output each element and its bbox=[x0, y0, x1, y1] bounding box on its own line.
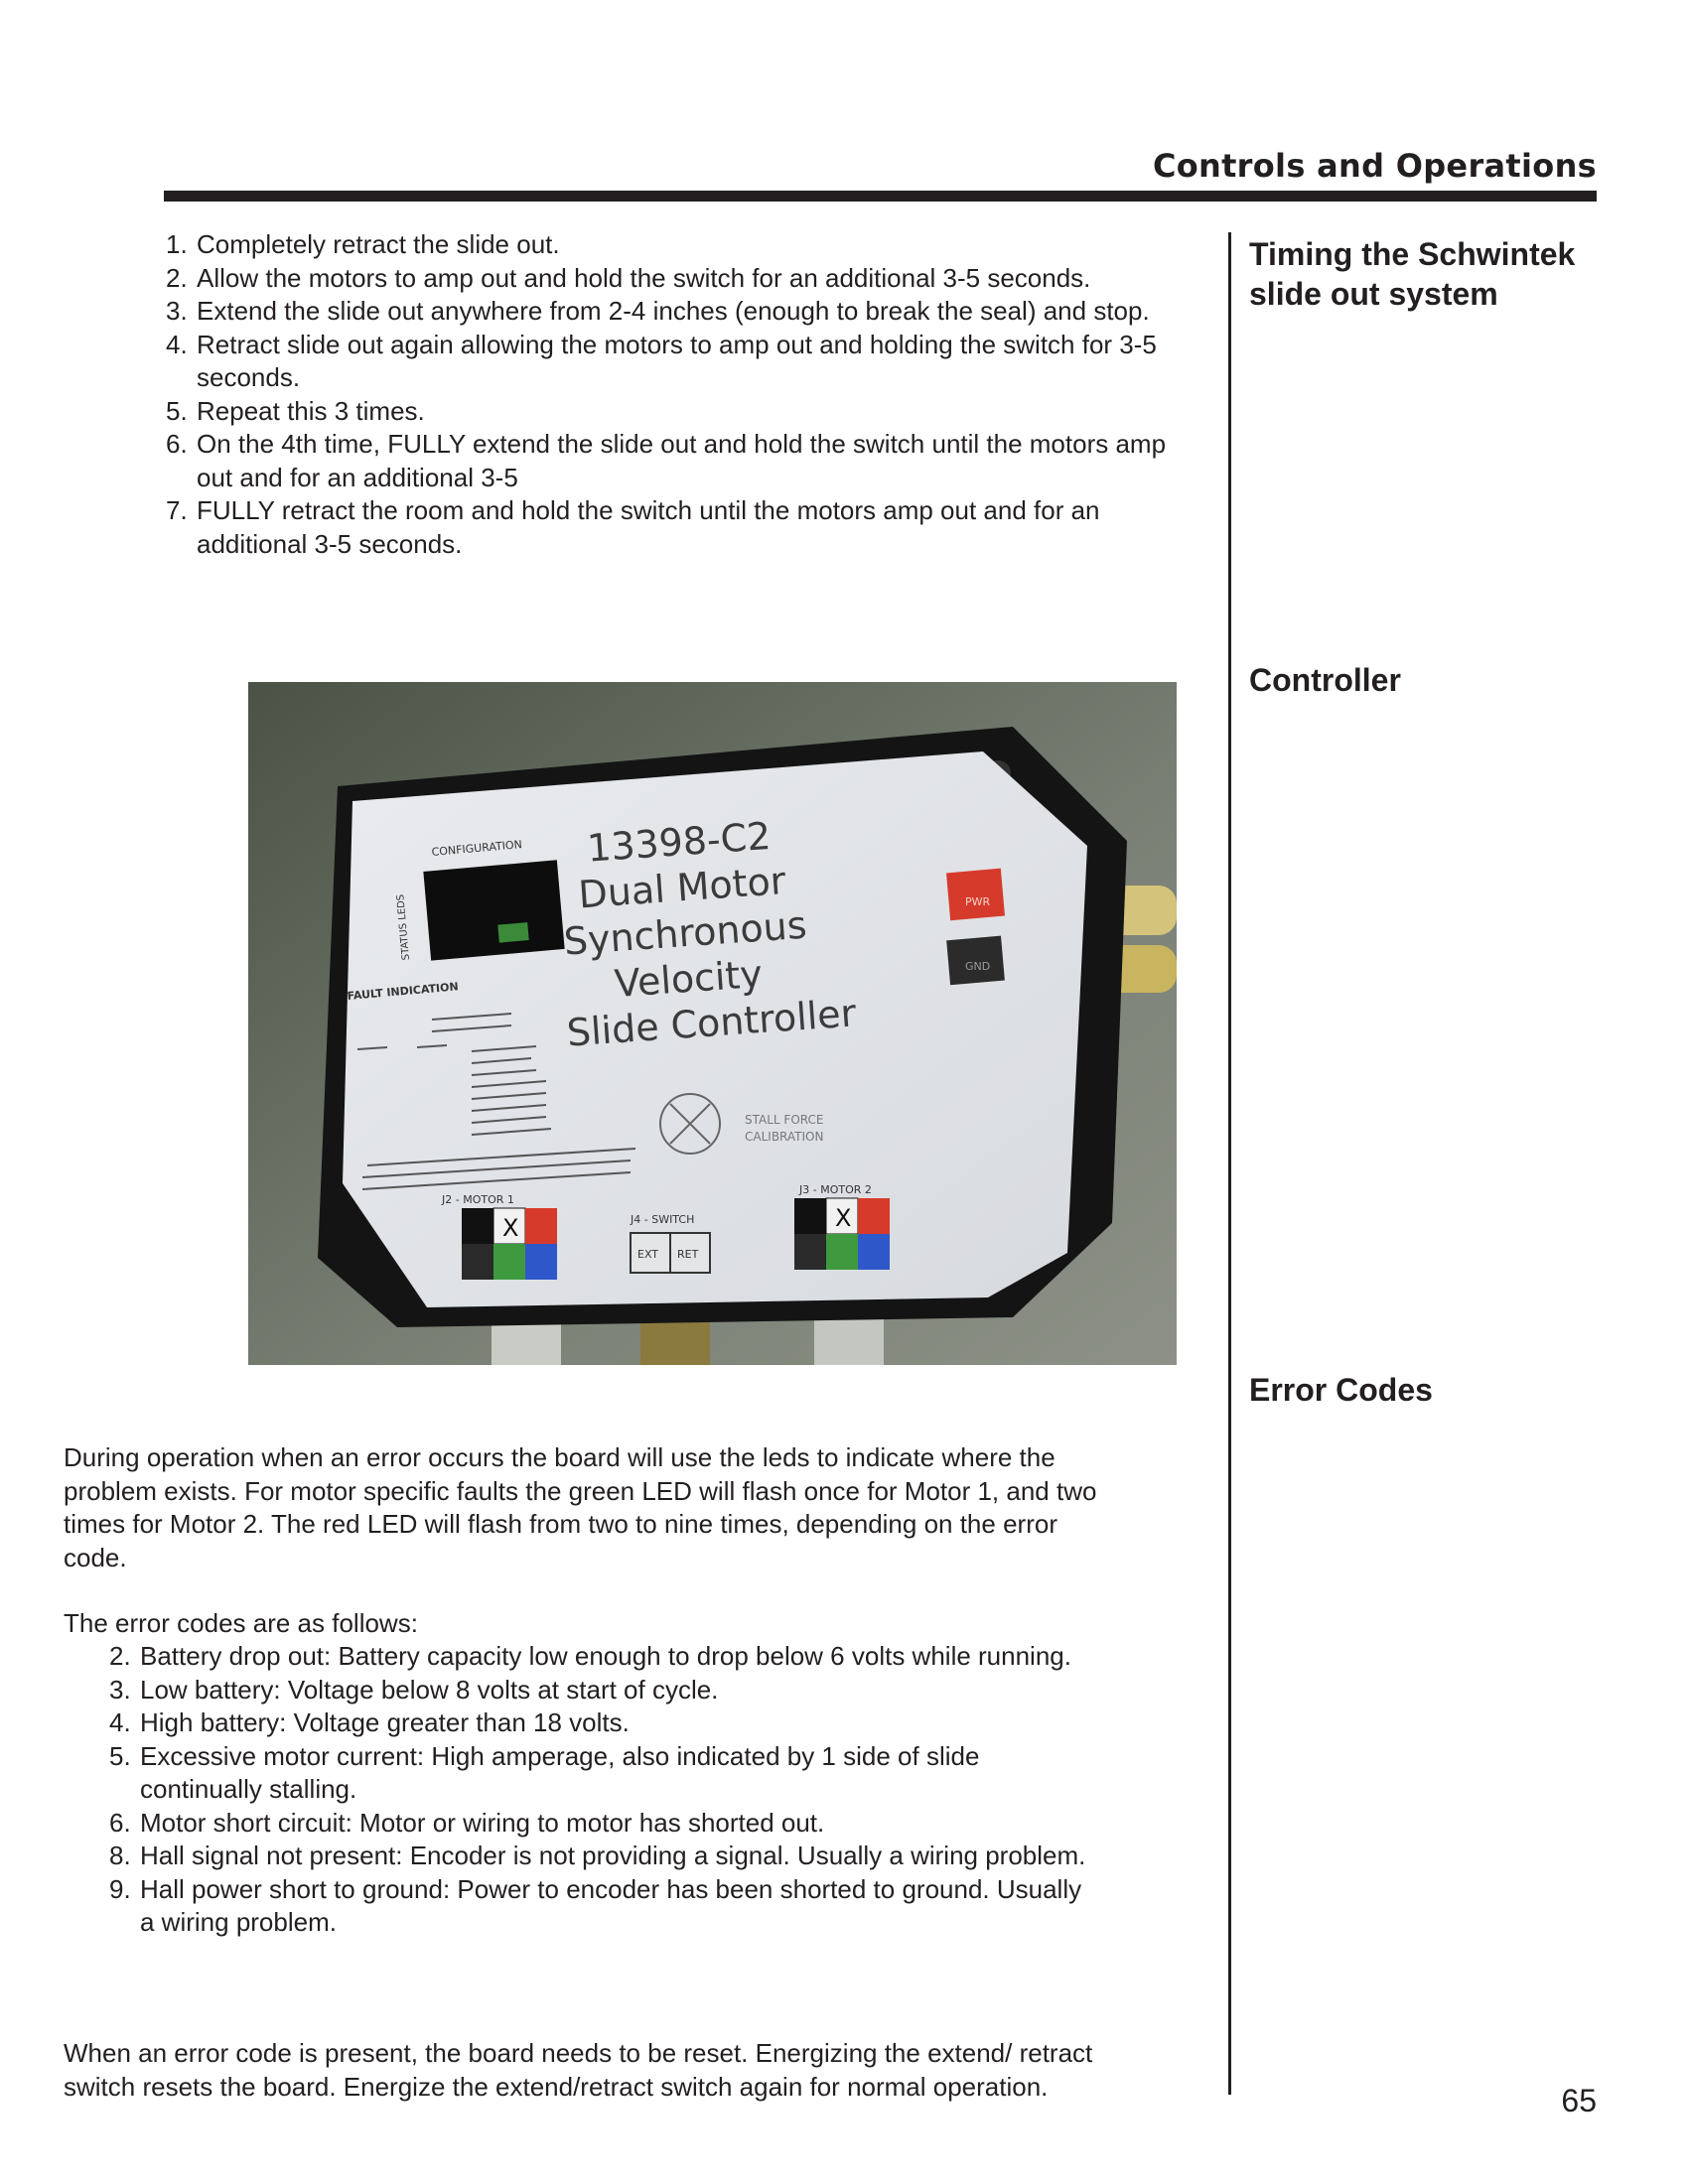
list-item-text: Hall signal not present: Encoder is not providing a signal. Usually a wiring problem. bbox=[140, 1841, 1086, 1870]
list-item-number: 4. bbox=[166, 329, 188, 359]
list-item bbox=[166, 262, 1194, 296]
ext-label: EXT bbox=[637, 1248, 659, 1261]
controller-photo bbox=[248, 682, 1177, 1365]
list-item-text: Retract slide out again allowing the motors to amp out and holding the switch for 3-5 seconds. bbox=[197, 329, 1157, 392]
list-item-number: 2. bbox=[166, 262, 188, 293]
controller-label-line: Dual Motor bbox=[577, 858, 787, 917]
list-item-text: Hall power short to ground: Power to encoder has been shorted to ground. Usually a wiring problem. bbox=[140, 1873, 1082, 1937]
list-item-text: Allow the motors to amp out and hold the switch for an additional 3-5 seconds. bbox=[197, 262, 1091, 293]
x-mark: X bbox=[835, 1204, 852, 1232]
list-item bbox=[109, 1740, 1092, 1807]
x-mark: X bbox=[502, 1214, 519, 1242]
list-item-number: 8. bbox=[109, 1841, 131, 1870]
switch-connector-label: J4 - SWITCH bbox=[631, 1213, 695, 1226]
status-led-board bbox=[497, 922, 528, 943]
controller-model-number: 13398-C2 bbox=[585, 813, 773, 871]
gnd-label: GND bbox=[965, 960, 991, 973]
list-item bbox=[109, 1840, 1092, 1873]
status-leds-label: STATUS LEDS bbox=[395, 893, 412, 961]
list-item-text: Motor short circuit: Motor or wiring to motor has shorted out. bbox=[140, 1807, 825, 1838]
list-item-text: Completely retract the slide out. bbox=[197, 229, 560, 259]
list-item-number: 5. bbox=[109, 1740, 131, 1771]
pwr-led bbox=[946, 869, 1005, 921]
ret-label: RET bbox=[677, 1248, 699, 1261]
controller-label-line: Slide Controller bbox=[565, 991, 858, 1055]
controller-label-line: Synchronous bbox=[562, 902, 808, 964]
list-item-number: 3. bbox=[109, 1674, 131, 1705]
list-item-text: Excessive motor current: High amperage, also indicated by 1 side of slide continually stalling. bbox=[140, 1740, 980, 1804]
cable-connector bbox=[640, 1317, 710, 1365]
list-item-number: 4. bbox=[109, 1707, 131, 1737]
stall-force-label: STALL FORCE bbox=[745, 1113, 824, 1127]
list-item bbox=[109, 1674, 1092, 1707]
list-item-number: 2. bbox=[109, 1641, 131, 1671]
configuration-window bbox=[423, 860, 564, 960]
list-item-text: Low battery: Voltage below 8 volts at start of cycle. bbox=[140, 1674, 719, 1705]
list-item bbox=[109, 1807, 1092, 1841]
reset-paragraph: When an error code is present, the board needs to be reset. Energizing the extend/ retract switch resets the board. Energize the extend/retract switch again for normal operation. bbox=[64, 2038, 1093, 2102]
list-item-number: 7. bbox=[166, 495, 188, 525]
list-item-text: High battery: Voltage greater than 18 volts. bbox=[140, 1707, 630, 1737]
sidebar-heading-error-codes: Error Codes bbox=[1249, 1372, 1433, 1408]
sidebar-heading-timing: Timing the Schwintek slide out system bbox=[1249, 236, 1576, 312]
list-item bbox=[109, 1640, 1092, 1674]
controller-label-line: Velocity bbox=[613, 951, 765, 1007]
motor1-connector-label: J2 - MOTOR 1 bbox=[442, 1193, 514, 1206]
section-title: Controls and Operations bbox=[1152, 147, 1597, 185]
list-item-text: FULLY retract the room and hold the switch until the motors amp out and for an additional 3-5 seconds. bbox=[197, 495, 1100, 559]
cable-connector bbox=[814, 1317, 884, 1365]
list-item bbox=[109, 1873, 1092, 1940]
list-item bbox=[166, 329, 1194, 395]
list-item-number: 5. bbox=[166, 395, 188, 426]
list-item bbox=[166, 228, 1194, 262]
list-item-number: 1. bbox=[166, 229, 188, 259]
pwr-label: PWR bbox=[965, 895, 991, 908]
list-item bbox=[166, 395, 1194, 429]
list-item bbox=[166, 295, 1194, 329]
list-item-number: 6. bbox=[166, 429, 188, 459]
list-item-number: 6. bbox=[109, 1807, 131, 1838]
error-intro-paragraph: During operation when an error occurs the board will use the leds to indicate where the problem exists. For motor specific faults the green LED will flash once for Motor 1, and two times for Motor 2. The red LED will flash from two to nine times, depending on the error code. bbox=[64, 1442, 1097, 1572]
list-item-text: Repeat this 3 times. bbox=[197, 395, 425, 426]
list-item-number: 9. bbox=[109, 1873, 131, 1904]
timing-steps-list bbox=[166, 228, 1194, 561]
calibration-label: CALIBRATION bbox=[745, 1130, 824, 1144]
list-item-text: Extend the slide out anywhere from 2-4 inches (enough to break the seal) and stop. bbox=[197, 296, 1150, 326]
list-item-text: Battery drop out: Battery capacity low enough to drop below 6 volts while running. bbox=[140, 1641, 1071, 1671]
page-number: 65 bbox=[1561, 2083, 1597, 2118]
sidebar-divider bbox=[1228, 232, 1231, 2095]
header-rule bbox=[164, 191, 1597, 202]
list-item-number: 3. bbox=[166, 296, 188, 326]
fault-indication-label: FAULT INDICATION bbox=[347, 980, 460, 1003]
switch-block bbox=[631, 1233, 710, 1273]
motor2-color-block bbox=[794, 1198, 890, 1270]
error-list-lead: The error codes are as follows: bbox=[64, 1608, 418, 1638]
configuration-label: CONFIGURATION bbox=[431, 838, 523, 859]
list-item bbox=[166, 494, 1194, 561]
error-codes-list bbox=[109, 1640, 1092, 1940]
motor1-color-block bbox=[462, 1208, 557, 1280]
controller-photo-illustration bbox=[248, 682, 1177, 1365]
list-item-text: On the 4th time, FULLY extend the slide out and hold the switch until the motors amp out and for an additional 3-5 bbox=[197, 429, 1167, 492]
list-item bbox=[109, 1706, 1092, 1740]
motor2-connector-label: J3 - MOTOR 2 bbox=[799, 1183, 872, 1196]
sidebar-heading-controller: Controller bbox=[1249, 662, 1401, 698]
list-item bbox=[166, 428, 1194, 494]
